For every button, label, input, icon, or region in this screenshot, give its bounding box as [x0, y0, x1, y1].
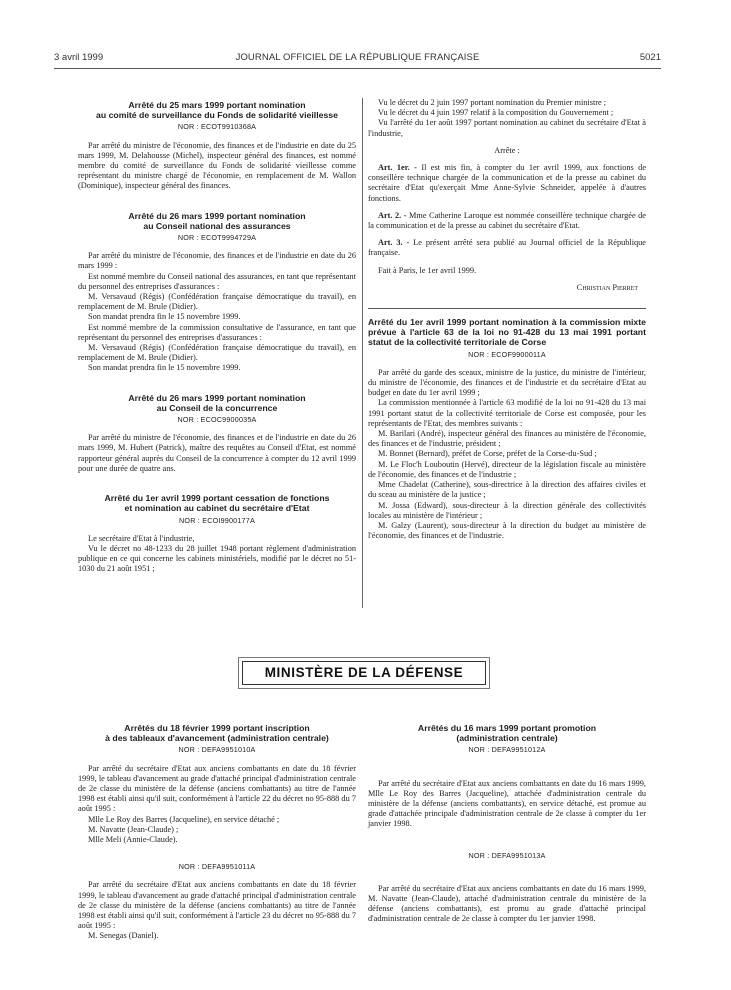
title-line: et nomination au cabinet du secrétaire d'Etat: [124, 503, 310, 514]
decree-concurrence: [78, 393, 356, 474]
decree-promotion: [368, 723, 646, 925]
title-line: (administration centrale): [456, 733, 558, 744]
article-1: [368, 163, 646, 204]
decree-title: [78, 393, 356, 413]
decree-paragraph: M. Navatte (Jean-Claude) ;: [88, 824, 179, 834]
decree-cna: [78, 211, 356, 374]
decree-paragraph: Son mandat prendra fin le 15 novembre 1999.: [88, 312, 241, 322]
nor-reference: NOR : ECOF9900011A: [468, 349, 546, 359]
decree-paragraph: Par arrêté du secrétaire d'Etat aux anciens combattants en date du 16 mars 1999, M. Navatte (Jean-Claude), attaché d'administration centrale du ministère de la défense (anciens combattants), est promu au grade d'attaché principal d'administration centrale de 2e classe à compter du 1er janvier 1998.: [368, 883, 646, 924]
nor-reference: NOR : ECOC9900035A: [177, 415, 257, 425]
decree-paragraph: Par arrêté du ministre de l'économie, des finances et de l'industrie en date du 26 mars 1999 :: [78, 251, 356, 271]
decree-paragraph: Mlle Le Roy des Barres (Jacqueline), en service détaché ;: [88, 814, 280, 824]
defense-right-column: [368, 723, 646, 925]
decree-title: [78, 493, 356, 513]
title-line: Arrêté du 25 mars 1999 portant nomination: [128, 100, 306, 110]
title-line: au Conseil national des assurances: [143, 220, 291, 231]
decree-paragraph: Par arrêté du secrétaire d'Etat aux anciens combattants en date du 18 février 1999, le tableau d'avancement au grade d'attaché principal d'administration centrale de 2e classe du ministère de la défense (anciens combattants) au titre de l'année 1998 est établi ainsi qu'il suit, conformément à l'article 22 du décret no 95-888 du 7 août 1995 :: [78, 763, 356, 814]
decree-cabinet: [78, 493, 356, 574]
decree-cabinet-continued: [368, 98, 646, 293]
decree-paragraph: Par arrêté du garde des sceaux, ministre de la justice, du ministre de l'intérieur, du ministre de l'économie, des finances et de l'industrie et du secrétaire d'Etat au budget en date du 1er avril 1999 ;: [368, 367, 646, 398]
decree-paragraph: Par arrêté du secrétaire d'Etat aux anciens combattants en date du 18 février 1999, le tableau d'avancement au grade d'attaché principal d'administration centrale de 2e classe du ministère de la défense (anciens combattants) au titre de l'année 1998 est établi ainsi qu'il suit, conformément à l'article 23 du décret no 95-888 du 7 août 1995 :: [78, 880, 356, 931]
decree-paragraph: M. Senegas (Daniel).: [88, 931, 159, 941]
article-text: Le présent arrêté sera publié au Journal officiel de la République française.: [368, 238, 646, 258]
decree-title: [368, 723, 646, 743]
decree-paragraph: M. Bonnet (Bernard), préfet de Corse, préfet de la Corse-du-Sud ;: [378, 449, 597, 459]
article-text: Mme Catherine Laroque est nommée conseillère technique chargée de la communication et de la presse au cabinet du secrétaire d'Etat.: [368, 210, 646, 231]
ministry-banner: MINISTÈRE DE LA DÉFENSE: [242, 661, 486, 685]
decree-paragraph: Son mandat prendra fin le 15 novembre 1999.: [88, 363, 241, 373]
nor-reference: NOR : DEFA9951010A: [178, 745, 256, 755]
nor-reference: NOR : DEFA9951013A: [468, 850, 546, 860]
header-rule: [54, 68, 661, 69]
decree-paragraph: Par arrêté du ministre de l'économie, des finances et de l'industrie en date du 25 mars 1999, M. Delahousse (Michel), inspecteur général des finances, est nommé membre du comité de surveillance du Fonds de solidarité vieillesse comme représentant du ministre chargé de l'économie, en remplacement de M. Wallon (Dominique), inspecteur général des finances.: [78, 140, 356, 191]
decree-tableaux-avancement: [78, 723, 356, 942]
decree-title: [78, 211, 356, 231]
decree-paragraph: Mlle Meli (Annie-Claude).: [88, 835, 178, 845]
decree-paragraph: Mme Chadelat (Catherine), sous-directrice à la direction des affaires civiles et du sceau au ministère de la justice ;: [368, 480, 646, 500]
title-line: au comité de surveillance du Fonds de solidarité vieillesse: [96, 110, 338, 121]
title-line: Arrêté du 26 mars 1999 portant nomination: [128, 392, 306, 403]
decree-title: [78, 723, 356, 743]
decree-paragraph: M. Jossa (Edward), sous-directeur à la direction générale des collectivités locales au ministère de l'intérieur ;: [368, 500, 646, 520]
article-label: Art. 1er. -: [378, 163, 417, 173]
arrete-heading: Arrête :: [494, 145, 520, 155]
right-column: [368, 98, 646, 541]
nor-reference: NOR : ECOI9900177A: [179, 515, 255, 525]
decree-paragraph: Le secrétaire d'Etat à l'industrie,: [88, 533, 195, 543]
decree-paragraph: M. Versavaud (Régis) (Confédération française démocratique du travail), en remplacement de M. Brule (Didier).: [78, 292, 356, 312]
decree-paragraph: Vu l'arrêté du 1er août 1997 portant nomination au cabinet du secrétaire d'Etat à l'industrie,: [368, 118, 646, 138]
decree-title: [78, 100, 356, 120]
decree-paragraph: Vu le décret no 48-1233 du 28 juillet 1948 portant règlement d'administration publique en ce qui concerne les cabinets ministériels, modifié par le décret no 51-1030 du 21 août 1951 ;: [78, 543, 356, 574]
decree-paragraph: M. Le Floc'h Louboutin (Hervé), directeur de la législation fiscale au ministère de l'économie, des finances et de l'industrie ;: [368, 459, 646, 479]
decree-paragraph: M. Versavaud (Régis) (Confédération française démocratique du travail), en remplacement de M. Brule (Didier).: [78, 343, 356, 363]
decree-paragraph: Vu le décret du 4 juin 1997 relatif à la composition du Gouvernement ;: [378, 108, 614, 118]
title-line: au Conseil de la concurrence: [156, 402, 278, 413]
article-text: Il est mis fin, à compter du 1er avril 1999, aux fonctions de conseillère technique chargée de la communication et de la presse au cabinet du secrétaire d'Etat qu'exerçait Mme Anne-Sylvie Schneider, appelée à d'autres fonctions.: [368, 163, 646, 203]
decree-fsv: [78, 100, 356, 192]
article-label: Art. 3. -: [378, 238, 410, 248]
decree-paragraph: M. Barilari (André), inspecteur général des finances au ministère de l'économie, des finances et de l'industrie, président ;: [368, 429, 646, 449]
section-rule: [368, 308, 646, 309]
nor-reference: NOR : DEFA9951012A: [468, 745, 546, 755]
header-date: 3 avril 1999: [54, 52, 104, 63]
title-line: Arrêté du 1er avril 1999 portant cessation de fonctions: [104, 493, 330, 504]
column-divider: [362, 98, 363, 608]
decree-paragraph: Par arrêté du secrétaire d'Etat aux anciens combattants en date du 16 mars 1999, Mlle Le Roy des Barres (Jacqueline), attachée d'administration centrale du ministère de la défense (anciens combattants), en service détaché, est promue au grade d'attachée principale d'administration centrale de 2e classe à compter du 1er janvier 1998.: [368, 778, 646, 829]
decree-paragraph: Est nommé membre de la commission consultative de l'assurance, en tant que représentant du personnel des entreprises d'assurances :: [78, 322, 356, 342]
decree-paragraph: Est nommé membre du Conseil national des assurances, en tant que représentant du personnel des entreprises d'assurances :: [78, 271, 356, 291]
decree-paragraph: La commission mentionnée à l'article 63 modifié de la loi no 91-428 du 13 mai 1991 portant statut de la collectivité territoriale de Corse est composée, pour les représentants de l'Etat, des membres suivants :: [368, 398, 646, 428]
article-label: Art. 2. -: [378, 210, 407, 220]
decree-paragraph: Vu le décret du 2 juin 1997 portant nomination du Premier ministre ;: [378, 98, 607, 107]
journal-title: JOURNAL OFFICIEL DE LA RÉPUBLIQUE FRANÇAISE: [235, 52, 480, 63]
title-line: Arrêtés du 18 février 1999 portant inscription: [124, 723, 310, 733]
signature: Christian Pierret: [576, 282, 638, 292]
decree-paragraph: M. Galzy (Laurent), sous-directeur à la direction du budget au ministère de l'économie, des finances et de l'industrie.: [368, 520, 646, 541]
defense-left-column: [78, 723, 356, 942]
signing-place: Fait à Paris, le 1er avril 1999.: [378, 265, 477, 275]
nor-reference: NOR : ECOT9910368A: [177, 122, 257, 132]
article-2: [368, 211, 646, 231]
page-header: [54, 52, 661, 66]
nor-reference: NOR : DEFA9951011A: [178, 862, 256, 872]
decree-paragraph: Par arrêté du ministre de l'économie, des finances et de l'industrie en date du 26 mars 1999, M. Hubert (Patrick), maître des requêtes au Conseil d'Etat, est nommé rapporteur général auprès du Conseil de la concurrence à compter du 12 avril 1999 pour une durée de quatre ans.: [78, 433, 356, 473]
decree-corse: [368, 317, 646, 541]
article-3: [368, 238, 646, 258]
nor-reference: NOR : ECOT9994729A: [177, 233, 257, 243]
title-line: Arrêté du 26 mars 1999 portant nomination: [128, 210, 306, 221]
decree-title: Arrêté du 1er avril 1999 portant nomination à la commission mixte prévue à l'article 63 de la loi no 91-428 du 13 mai 1991 portant statut de la collectivité territoriale de Corse: [368, 317, 646, 348]
left-column: [78, 100, 356, 575]
page-number: 5021: [639, 52, 661, 63]
title-line: à des tableaux d'avancement (administration centrale): [105, 733, 329, 744]
title-line: Arrêtés du 16 mars 1999 portant promotion: [417, 723, 597, 733]
